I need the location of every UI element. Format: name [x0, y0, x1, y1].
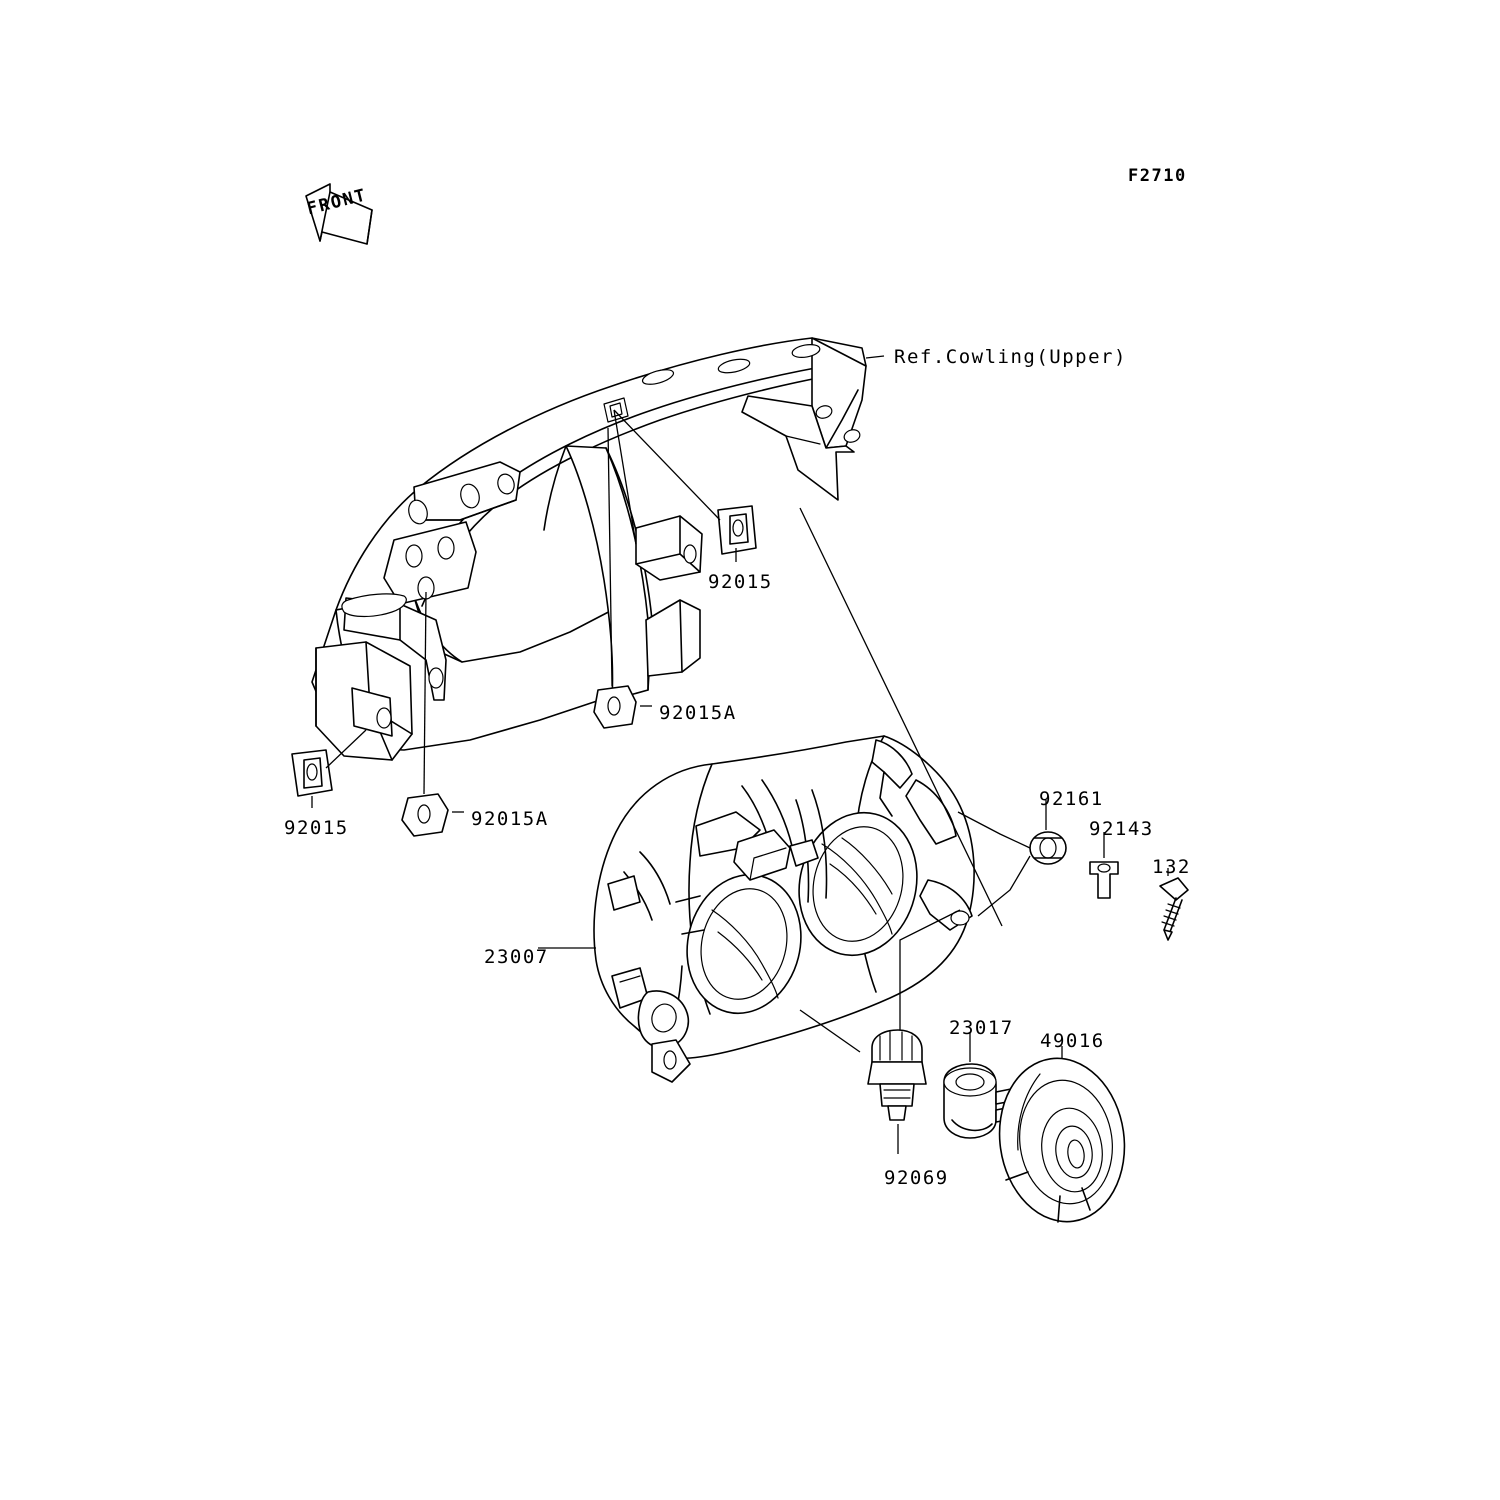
ref-cowling-label: Ref.Cowling(Upper)	[894, 346, 1127, 368]
part-label-92015-left: 92015	[284, 817, 349, 839]
part-49016-dust-cover	[989, 1050, 1135, 1230]
part-92161-damper	[1030, 832, 1066, 864]
part-label-92161: 92161	[1039, 788, 1104, 810]
part-92015A-lower-clip	[402, 794, 448, 836]
part-92015A-middle-clip	[594, 686, 636, 728]
part-label-23007: 23007	[484, 946, 549, 968]
part-92015-left-fastener	[292, 750, 332, 796]
diagram-code: F2710	[1128, 166, 1187, 186]
part-label-132: 132	[1152, 856, 1191, 878]
part-label-23017: 23017	[949, 1017, 1014, 1039]
cowling-upper-assembly	[312, 338, 866, 760]
part-92015-top-fastener	[636, 506, 756, 580]
part-label-92015A-low: 92015A	[471, 808, 549, 830]
part-label-92069: 92069	[884, 1167, 949, 1189]
part-132-bolt	[1160, 878, 1188, 940]
part-label-92015-top: 92015	[708, 571, 773, 593]
part-label-92015A-mid: 92015A	[659, 702, 737, 724]
part-label-92143: 92143	[1089, 818, 1154, 840]
part-label-49016: 49016	[1040, 1030, 1105, 1052]
part-92143-collar	[1090, 862, 1118, 898]
front-marker-label: FRONT	[305, 185, 370, 220]
part-92069-bulb	[868, 1030, 926, 1120]
part-23007-headlight-housing	[594, 736, 974, 1082]
